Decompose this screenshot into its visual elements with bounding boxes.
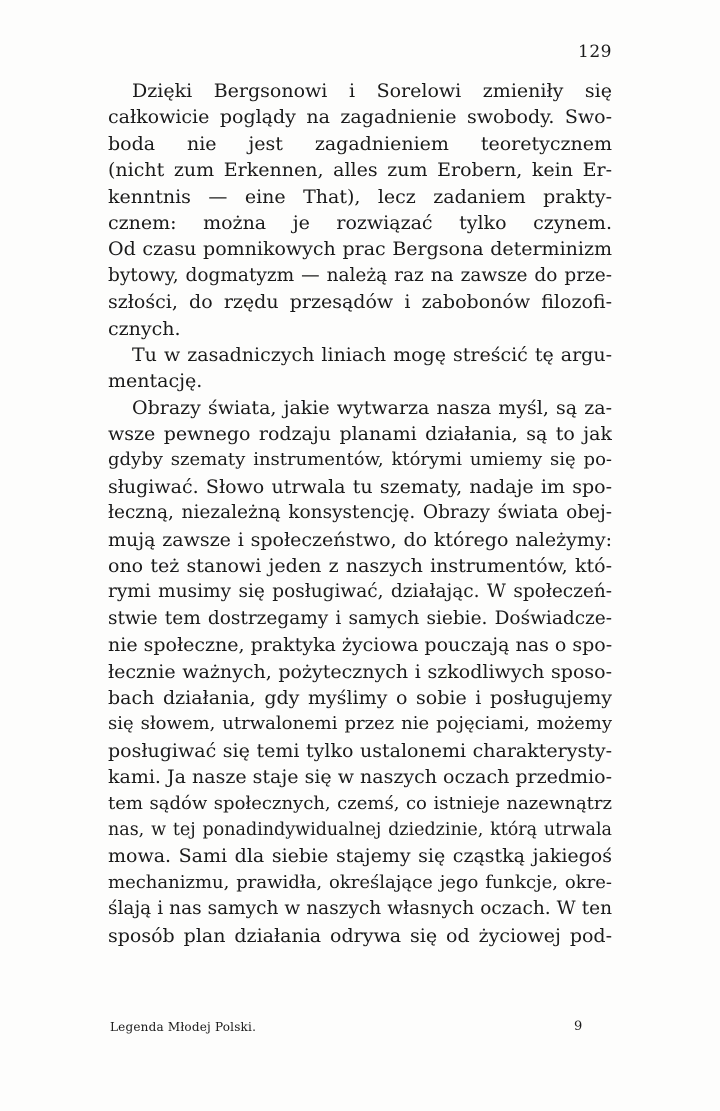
footer-sheet-number: 9: [574, 1019, 583, 1034]
body-text: [108, 78, 612, 949]
text-line: Dzięki Bergsonowi i Sorelowi zmieniły się: [132, 80, 612, 102]
text-line: ono też stanowi jeden z naszych instrumentów, któ-: [108, 555, 612, 578]
text-line: bach działania, gdy myślimy o sobie i posługujemy: [108, 686, 612, 709]
text-line: wsze pewnego rodzaju planami działania, są to jak: [108, 423, 612, 446]
text-line: Obrazy świata, jakie wytwarza nasza myśl, są za-: [132, 396, 612, 419]
text-line: się słowem, utrwalonemi przez nie pojęciami, możemy: [108, 713, 612, 735]
text-line: łeczną, niezależną konsystencję. Obrazy świata obej-: [108, 502, 612, 524]
text-line: mechanizmu, prawidła, określające jego funkcje, okre-: [108, 871, 612, 893]
text-line: kenntnis — eine That), lecz zadaniem prakty-: [108, 185, 612, 208]
page-number: 129: [578, 42, 612, 62]
text-line: kami. Ja nasze staje się w naszych oczach przedmio-: [108, 766, 612, 789]
text-line: posługiwać się temi tylko ustalonemi charakterysty-: [108, 739, 612, 762]
text-line: Tu w zasadniczych liniach mogę streścić tę argu-: [132, 343, 612, 366]
text-line: mentację.: [108, 370, 203, 393]
text-line: nas, w tej ponadindywidualnej dziedzinie, którą utrwala: [108, 819, 612, 840]
text-line: stwie tem dostrzegamy i samych siebie. Doświadcze-: [108, 607, 612, 629]
text-line: cznych.: [108, 317, 181, 340]
footer-signature: Legenda Młodej Polski.: [110, 1020, 257, 1034]
text-line: rymi musimy się posługiwać, działając. W społeczeń-: [108, 581, 612, 603]
text-line: (nicht zum Erkennen, alles zum Erobern, kein Er-: [108, 159, 612, 182]
text-line: bytowy, dogmatyzm — należą raz na zawsze do prze-: [108, 264, 612, 286]
text-line: tem sądów społecznych, czemś, co istnieje nazewnątrz: [108, 792, 612, 814]
text-line: gdyby szematy instrumentów, którymi umiemy się po-: [108, 449, 612, 471]
text-line: sługiwać. Słowo utrwala tu szematy, nadaje im spo-: [108, 475, 612, 498]
text-line: Od czasu pomnikowych prac Bergsona determinizm: [108, 238, 612, 261]
text-line: całkowicie poglądy na zagadnienie swobody. Swo-: [108, 106, 612, 129]
text-line: ślają i nas samych w naszych własnych oczach. W ten: [108, 898, 612, 920]
text-line: cznem: można je rozwiązać tylko czynem.: [108, 211, 612, 234]
text-line: nie społeczne, praktyka życiowa pouczają nas o spo-: [108, 634, 612, 657]
text-line: boda nie jest zagadnieniem teoretycznem: [108, 132, 612, 155]
text-line: mują zawsze i społeczeństwo, do którego należymy:: [108, 528, 612, 551]
text-line: mowa. Sami dla siebie stajemy się cząstką jakiegoś: [108, 845, 612, 868]
text-line: szłości, do rzędu przesądów i zabobonów filozofi-: [108, 291, 612, 314]
text-line: łecznie ważnych, pożytecznych i szkodliwych sposo-: [108, 660, 612, 683]
text-line: sposób plan działania odrywa się od życiowej pod-: [108, 924, 612, 947]
